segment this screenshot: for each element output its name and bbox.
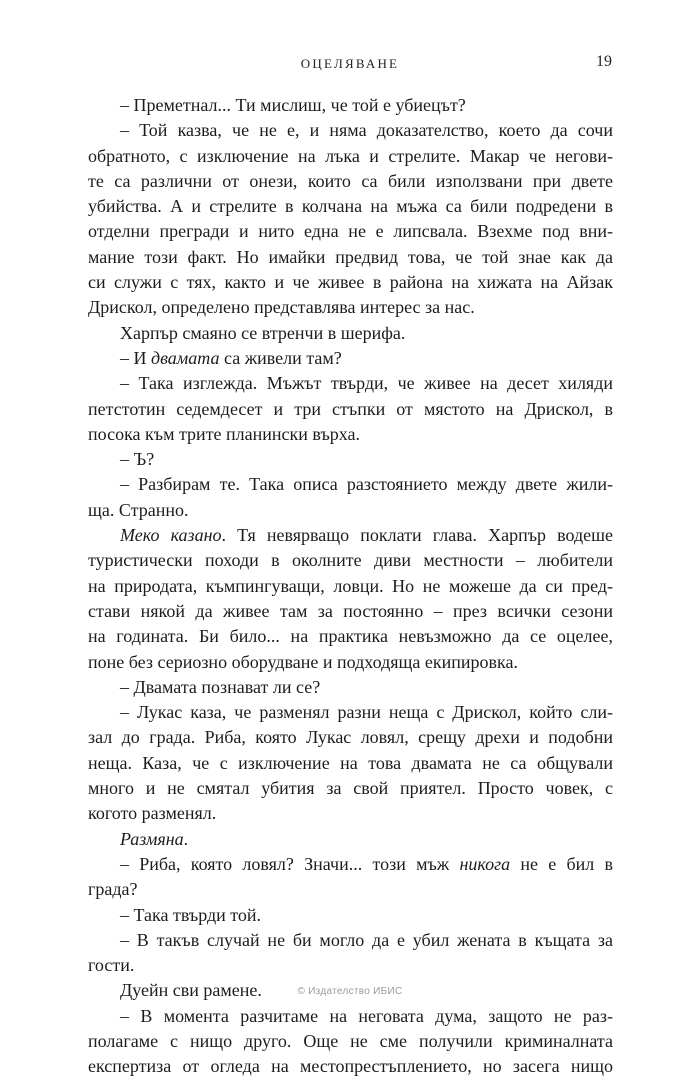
text-run: – И: [120, 347, 151, 368]
text-run: – Преметнал... Ти мислиш, че той е убиецът?: [120, 95, 466, 115]
text-run: ща. Странно.: [88, 499, 189, 520]
text-run: на годината. Би било... на практика невъзможно да се оцелее,: [88, 626, 613, 647]
text-run: са живели там?: [219, 347, 342, 368]
text-line: [88, 1054, 613, 1079]
text-run: убийства. А и стрелите в колчана на мъжа са били подредени в: [88, 196, 613, 217]
text-run: на природата, къмпингуващи, ловци. Но не можеше да си пред-: [88, 575, 613, 596]
text-run: си служи с тях, както и че живее в района на хижата на Айзак: [88, 272, 613, 293]
text-run: Дрискол, определено представлява интерес за нас.: [88, 297, 475, 318]
text-line: [88, 776, 613, 801]
text-run: мание този факт. Но имайки предвид това, че той знае как да: [88, 246, 613, 267]
text-line: [88, 270, 613, 295]
italic-text: Размяна: [120, 828, 184, 849]
text-run: петстотин седемдесет и три стъпки от мястото на Дрискол, в: [88, 398, 613, 419]
text-run: стави някой да живее там за постоянно – през всички сезони: [88, 600, 613, 621]
text-run: – Ъ?: [120, 449, 155, 470]
text-line: [88, 725, 613, 750]
text-line: [88, 852, 613, 877]
text-line: [88, 903, 613, 928]
text-line: [88, 118, 613, 143]
running-title: ОЦЕЛЯВАНЕ: [300, 56, 400, 71]
text-run: – Разбирам те. Така описа разстоянието между двете жили-: [120, 474, 613, 495]
text-run: неща. Каза, че с изключение на това двамата не са общували: [88, 752, 613, 773]
text-line: [88, 523, 613, 548]
text-line: [88, 144, 613, 169]
text-line: [88, 498, 613, 523]
italic-text: двамата: [151, 347, 220, 368]
text-line: [88, 245, 613, 270]
text-line: [88, 321, 613, 346]
text-run: когото разменял.: [88, 803, 217, 824]
text-line: [88, 599, 613, 624]
body-text: [88, 93, 613, 1080]
text-run: – Лукас каза, че разменял разни неща с Дрискол, който сли-: [120, 702, 613, 723]
text-run: не е бил в: [510, 853, 613, 874]
text-line: [88, 751, 613, 776]
text-run: – Така твърди той.: [120, 904, 262, 925]
page-number: 19: [596, 53, 612, 70]
text-run: – В такъв случай не би могло да е убил жената в къщата за: [120, 929, 613, 950]
text-line: [88, 700, 613, 725]
text-run: – Двамата познават ли се?: [120, 676, 321, 697]
text-run: града?: [88, 879, 138, 900]
text-line: [88, 624, 613, 649]
text-run: туристически походи в околните диви местности – любители: [88, 550, 613, 571]
text-line: [88, 472, 613, 497]
text-run: обратното, с изключение на лъка и стрелите. Макар че негови-: [88, 145, 613, 166]
italic-text: никога: [459, 853, 511, 874]
text-line: [88, 346, 613, 371]
text-run: те са различни от онези, които са били използвани при двете: [88, 170, 613, 191]
text-line: [88, 422, 613, 447]
text-line: [88, 371, 613, 396]
text-run: Дуейн сви рамене.: [120, 980, 262, 1001]
text-line: [88, 169, 613, 194]
text-line: [88, 219, 613, 244]
text-run: – Така изглежда. Мъжът твърди, че живее на десет хиляди: [120, 373, 613, 394]
text-run: – Риба, която ловял? Значи... този мъж: [120, 853, 460, 874]
text-run: – В момента разчитаме на неговата дума, защото не раз-: [120, 1005, 613, 1026]
text-line: [88, 953, 613, 978]
text-line: [88, 1004, 613, 1029]
copyright-footer: © Издателство ИБИС: [297, 986, 403, 997]
text-run: посока към трите планински върха.: [88, 423, 361, 444]
text-run: много и не смятал убития за свой приятел. Просто човек, с: [88, 778, 613, 799]
text-line: [88, 447, 613, 472]
text-line: [88, 93, 613, 118]
text-run: Харпър смаяно се втренчи в шерифа.: [120, 322, 406, 343]
text-line: [88, 295, 613, 320]
text-run: – Той казва, че не е, и няма доказателство, което да сочи: [120, 120, 613, 141]
text-run: зал до града. Риба, която Лукас ловял, срещу дрехи и подобни: [88, 727, 613, 748]
text-run: поне без сериозно оборудване и подходяща екипировка.: [88, 651, 518, 672]
text-line: [88, 574, 613, 599]
text-run: полагаме с нищо друго. Още не сме получили криминалната: [88, 1030, 613, 1051]
italic-text: Меко казано: [120, 525, 222, 546]
text-run: . Тя невярващо поклати глава. Харпър водеше: [221, 525, 613, 546]
text-line: [88, 928, 613, 953]
text-run: експертиза от огледа на местопрестъплението, но засега нищо: [88, 1056, 613, 1077]
text-run: гости.: [88, 955, 135, 976]
text-run: .: [183, 828, 189, 849]
text-line: [88, 650, 613, 675]
text-line: [88, 801, 613, 826]
text-line: [88, 827, 613, 852]
text-line: [88, 548, 613, 573]
text-run: отделни прегради и нито една не е липсвала. Взехме под вни-: [88, 221, 613, 242]
text-line: [88, 194, 613, 219]
text-line: [88, 1029, 613, 1054]
text-line: [88, 397, 613, 422]
text-line: [88, 877, 613, 902]
text-line: [88, 675, 613, 700]
